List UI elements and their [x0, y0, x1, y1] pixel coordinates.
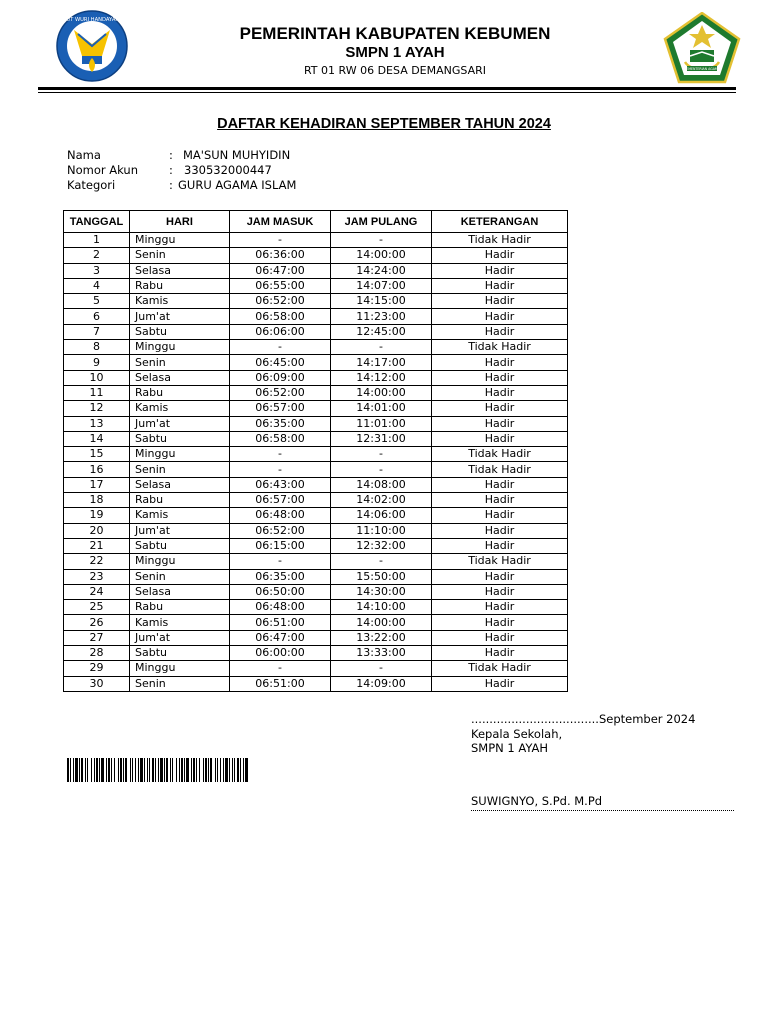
cell-tanggal: 13 [64, 416, 130, 431]
cell-hari: Senin [130, 248, 230, 263]
cell-jam-masuk: 06:58:00 [230, 431, 331, 446]
cell-hari: Rabu [130, 493, 230, 508]
cell-keterangan: Hadir [432, 309, 568, 324]
table-row [64, 661, 568, 676]
table-row [64, 324, 568, 339]
barcode-bar [81, 758, 83, 782]
cell-jam-pulang: 14:12:00 [331, 370, 432, 385]
cell-jam-pulang: - [331, 661, 432, 676]
cell-tanggal: 5 [64, 294, 130, 309]
cell-jam-masuk: - [230, 462, 331, 477]
barcode-bar [184, 758, 185, 782]
cell-jam-masuk: 06:00:00 [230, 646, 331, 661]
table-row [64, 401, 568, 416]
cell-hari: Rabu [130, 600, 230, 615]
barcode-bar [191, 758, 192, 782]
signature-rule [471, 810, 734, 811]
cell-jam-masuk: 06:48:00 [230, 508, 331, 523]
cell-hari: Selasa [130, 477, 230, 492]
cell-keterangan: Tidak Hadir [432, 340, 568, 355]
barcode-bar [85, 758, 86, 782]
table-row [64, 309, 568, 324]
header-jam-pulang: JAM PULANG [331, 211, 432, 233]
cell-jam-pulang: - [331, 233, 432, 248]
cell-jam-masuk: 06:35:00 [230, 416, 331, 431]
kategori-colon: : [169, 178, 173, 192]
cell-jam-pulang: 14:00:00 [331, 615, 432, 630]
cell-keterangan: Hadir [432, 630, 568, 645]
cell-keterangan: Hadir [432, 431, 568, 446]
table-row [64, 462, 568, 477]
cell-hari: Senin [130, 462, 230, 477]
table-row [64, 370, 568, 385]
table-row [64, 340, 568, 355]
cell-tanggal: 23 [64, 569, 130, 584]
cell-hari: Jum'at [130, 309, 230, 324]
cell-jam-masuk: 06:52:00 [230, 523, 331, 538]
barcode-bar [91, 758, 92, 782]
cell-tanggal: 16 [64, 462, 130, 477]
document-title: DAFTAR KEHADIRAN SEPTEMBER TAHUN 2024 [217, 116, 551, 132]
header-rule-thin [38, 92, 736, 93]
cell-tanggal: 11 [64, 385, 130, 400]
nama-value: MA'SUN MUHYIDIN [183, 148, 291, 162]
barcode-bar [199, 758, 200, 782]
barcode-bar [232, 758, 233, 782]
cell-jam-masuk: 06:06:00 [230, 324, 331, 339]
cell-jam-pulang: 14:15:00 [331, 294, 432, 309]
cell-hari: Jum'at [130, 416, 230, 431]
cell-keterangan: Hadir [432, 508, 568, 523]
barcode-bar [144, 758, 145, 782]
barcode-bar [181, 758, 183, 782]
cell-tanggal: 30 [64, 676, 130, 691]
barcode-bar [106, 758, 107, 782]
cell-keterangan: Hadir [432, 477, 568, 492]
barcode-bar [240, 758, 241, 782]
barcode-bar [176, 758, 177, 782]
cell-jam-pulang: 14:10:00 [331, 600, 432, 615]
cell-jam-pulang: 13:33:00 [331, 646, 432, 661]
barcode-bar [229, 758, 230, 782]
cell-hari: Senin [130, 355, 230, 370]
cell-hari: Sabtu [130, 431, 230, 446]
cell-jam-masuk: 06:09:00 [230, 370, 331, 385]
cell-tanggal: 29 [64, 661, 130, 676]
barcode-bar [67, 758, 69, 782]
cell-keterangan: Hadir [432, 416, 568, 431]
cell-jam-pulang: 15:50:00 [331, 569, 432, 584]
barcode-bar [70, 758, 71, 782]
cell-jam-masuk: 06:48:00 [230, 600, 331, 615]
cell-jam-pulang: 13:22:00 [331, 630, 432, 645]
barcode-bar [132, 758, 133, 782]
cell-keterangan: Tidak Hadir [432, 447, 568, 462]
barcode [67, 758, 249, 782]
table-row [64, 278, 568, 293]
cell-jam-masuk: 06:51:00 [230, 615, 331, 630]
svg-text:TUT WURI HANDAYANI: TUT WURI HANDAYANI [63, 17, 121, 23]
cell-tanggal: 24 [64, 584, 130, 599]
cell-keterangan: Hadir [432, 676, 568, 691]
cell-keterangan: Hadir [432, 493, 568, 508]
barcode-bar [96, 758, 98, 782]
barcode-bar [152, 758, 154, 782]
cell-jam-masuk: 06:57:00 [230, 493, 331, 508]
cell-hari: Sabtu [130, 324, 230, 339]
barcode-bar [140, 758, 143, 782]
header-address: RT 01 RW 06 DESA DEMANGSARI [303, 64, 487, 77]
cell-tanggal: 12 [64, 401, 130, 416]
cell-jam-masuk: - [230, 447, 331, 462]
cell-jam-pulang: 14:01:00 [331, 401, 432, 416]
cell-tanggal: 18 [64, 493, 130, 508]
cell-tanggal: 19 [64, 508, 130, 523]
cell-tanggal: 14 [64, 431, 130, 446]
cell-tanggal: 25 [64, 600, 130, 615]
kategori-value: GURU AGAMA ISLAM [178, 178, 297, 192]
kategori-label: Kategori [67, 178, 116, 192]
cell-tanggal: 27 [64, 630, 130, 645]
cell-jam-masuk: - [230, 661, 331, 676]
header-tanggal: TANGGAL [64, 211, 130, 233]
header-rule-thick [38, 87, 736, 90]
cell-tanggal: 4 [64, 278, 130, 293]
barcode-bar [158, 758, 159, 782]
barcode-bar [170, 758, 171, 782]
barcode-bar [94, 758, 95, 782]
cell-jam-masuk: 06:50:00 [230, 584, 331, 599]
cell-jam-pulang: 14:00:00 [331, 385, 432, 400]
barcode-bar [172, 758, 173, 782]
barcode-bar [123, 758, 124, 782]
cell-jam-masuk: - [230, 554, 331, 569]
cell-keterangan: Hadir [432, 355, 568, 370]
cell-tanggal: 26 [64, 615, 130, 630]
table-row [64, 523, 568, 538]
cell-jam-pulang: - [331, 462, 432, 477]
kemenag-logo [663, 12, 741, 84]
cell-hari: Jum'at [130, 523, 230, 538]
cell-keterangan: Hadir [432, 569, 568, 584]
cell-keterangan: Hadir [432, 370, 568, 385]
akun-value: 330532000447 [184, 163, 272, 177]
cell-jam-pulang: 14:30:00 [331, 584, 432, 599]
cell-hari: Kamis [130, 615, 230, 630]
cell-hari: Kamis [130, 294, 230, 309]
table-row [64, 431, 568, 446]
cell-jam-masuk: 06:47:00 [230, 263, 331, 278]
cell-tanggal: 15 [64, 447, 130, 462]
barcode-bar [196, 758, 197, 782]
cell-jam-masuk: - [230, 340, 331, 355]
cell-keterangan: Tidak Hadir [432, 661, 568, 676]
cell-jam-pulang: 11:01:00 [331, 416, 432, 431]
cell-keterangan: Hadir [432, 263, 568, 278]
cell-jam-masuk: 06:15:00 [230, 538, 331, 553]
cell-hari: Kamis [130, 508, 230, 523]
cell-hari: Jum'at [130, 630, 230, 645]
table-row [64, 538, 568, 553]
barcode-bar [164, 758, 165, 782]
barcode-bar [101, 758, 104, 782]
barcode-bar [120, 758, 122, 782]
barcode-bar [135, 758, 136, 782]
cell-jam-pulang: 14:07:00 [331, 278, 432, 293]
cell-hari: Minggu [130, 447, 230, 462]
header-jam-masuk: JAM MASUK [230, 211, 331, 233]
barcode-bar [87, 758, 88, 782]
cell-keterangan: Hadir [432, 324, 568, 339]
cell-keterangan: Hadir [432, 584, 568, 599]
barcode-bar [223, 758, 224, 782]
table-row [64, 233, 568, 248]
cell-hari: Minggu [130, 233, 230, 248]
barcode-bar [186, 758, 189, 782]
attendance-table [63, 210, 568, 692]
cell-tanggal: 8 [64, 340, 130, 355]
table-row [64, 554, 568, 569]
barcode-bar [130, 758, 131, 782]
barcode-bar [245, 758, 248, 782]
cell-keterangan: Hadir [432, 248, 568, 263]
cell-hari: Selasa [130, 584, 230, 599]
barcode-bar [234, 758, 235, 782]
cell-jam-pulang: 14:09:00 [331, 676, 432, 691]
barcode-bar [73, 758, 74, 782]
signature-role: Kepala Sekolah, SMPN 1 AYAH [471, 727, 563, 755]
signature-date: ...................................September 2024 [471, 712, 696, 726]
table-row [64, 263, 568, 278]
cell-hari: Minggu [130, 554, 230, 569]
cell-hari: Minggu [130, 661, 230, 676]
cell-keterangan: Tidak Hadir [432, 233, 568, 248]
cell-jam-pulang: 12:45:00 [331, 324, 432, 339]
svg-text:KEMENTERIAN AGAMA: KEMENTERIAN AGAMA [684, 67, 720, 71]
cell-jam-masuk: 06:36:00 [230, 248, 331, 263]
barcode-bar [205, 758, 207, 782]
akun-colon: : [169, 163, 173, 177]
cell-jam-masuk: 06:52:00 [230, 294, 331, 309]
barcode-bar [166, 758, 168, 782]
barcode-bar [111, 758, 112, 782]
cell-tanggal: 6 [64, 309, 130, 324]
barcode-bar [155, 758, 156, 782]
cell-jam-masuk: 06:35:00 [230, 569, 331, 584]
cell-tanggal: 10 [64, 370, 130, 385]
table-row [64, 294, 568, 309]
barcode-bar [237, 758, 239, 782]
cell-jam-masuk: 06:45:00 [230, 355, 331, 370]
nama-colon: : [169, 148, 173, 162]
cell-jam-masuk: 06:52:00 [230, 385, 331, 400]
barcode-bar [125, 758, 127, 782]
cell-jam-pulang: 14:02:00 [331, 493, 432, 508]
barcode-bar [217, 758, 218, 782]
cell-hari: Selasa [130, 263, 230, 278]
barcode-bar [210, 758, 212, 782]
cell-jam-pulang: 14:08:00 [331, 477, 432, 492]
table-row [64, 493, 568, 508]
cell-jam-pulang: 12:32:00 [331, 538, 432, 553]
table-row [64, 646, 568, 661]
akun-label: Nomor Akun [67, 163, 139, 177]
cell-keterangan: Hadir [432, 646, 568, 661]
cell-tanggal: 21 [64, 538, 130, 553]
barcode-bar [160, 758, 163, 782]
barcode-bar [179, 758, 180, 782]
table-row [64, 385, 568, 400]
cell-jam-pulang: 11:10:00 [331, 523, 432, 538]
cell-keterangan: Hadir [432, 538, 568, 553]
table-header-row [64, 211, 568, 233]
table-row [64, 569, 568, 584]
cell-hari: Senin [130, 569, 230, 584]
barcode-bar [118, 758, 119, 782]
barcode-bar [149, 758, 150, 782]
cell-jam-pulang: 11:23:00 [331, 309, 432, 324]
cell-jam-masuk: - [230, 233, 331, 248]
cell-jam-pulang: - [331, 447, 432, 462]
barcode-bar [215, 758, 216, 782]
barcode-bar [208, 758, 209, 782]
barcode-bar [147, 758, 148, 782]
cell-tanggal: 22 [64, 554, 130, 569]
cell-jam-pulang: 14:24:00 [331, 263, 432, 278]
cell-tanggal: 7 [64, 324, 130, 339]
cell-hari: Minggu [130, 340, 230, 355]
header-hari: HARI [130, 211, 230, 233]
table-row [64, 355, 568, 370]
cell-jam-pulang: 14:00:00 [331, 248, 432, 263]
table-row [64, 416, 568, 431]
tut-wuri-handayani-logo [52, 10, 132, 82]
cell-keterangan: Tidak Hadir [432, 554, 568, 569]
cell-jam-pulang: - [331, 554, 432, 569]
barcode-bar [193, 758, 195, 782]
cell-jam-masuk: 06:57:00 [230, 401, 331, 416]
barcode-bar [108, 758, 110, 782]
cell-hari: Rabu [130, 385, 230, 400]
header-keterangan: KETERANGAN [432, 211, 568, 233]
table-row [64, 600, 568, 615]
cell-jam-masuk: 06:51:00 [230, 676, 331, 691]
table-row [64, 508, 568, 523]
table-row [64, 584, 568, 599]
nama-label: Nama [67, 148, 101, 162]
cell-keterangan: Hadir [432, 615, 568, 630]
header-government: PEMERINTAH KABUPATEN KEBUMEN [239, 24, 551, 43]
cell-tanggal: 1 [64, 233, 130, 248]
table-row [64, 248, 568, 263]
table-row [64, 477, 568, 492]
cell-tanggal: 9 [64, 355, 130, 370]
cell-hari: Kamis [130, 401, 230, 416]
barcode-bar [79, 758, 80, 782]
cell-hari: Sabtu [130, 538, 230, 553]
cell-keterangan: Hadir [432, 523, 568, 538]
cell-jam-pulang: 14:17:00 [331, 355, 432, 370]
barcode-bar [203, 758, 204, 782]
cell-keterangan: Hadir [432, 385, 568, 400]
cell-tanggal: 2 [64, 248, 130, 263]
cell-keterangan: Hadir [432, 294, 568, 309]
signature-name: SUWIGNYO, S.Pd. M.Pd [471, 794, 603, 808]
cell-hari: Rabu [130, 278, 230, 293]
cell-keterangan: Tidak Hadir [432, 462, 568, 477]
cell-jam-pulang: - [331, 340, 432, 355]
cell-tanggal: 20 [64, 523, 130, 538]
barcode-bar [99, 758, 100, 782]
cell-jam-masuk: 06:47:00 [230, 630, 331, 645]
cell-hari: Senin [130, 676, 230, 691]
cell-jam-pulang: 12:31:00 [331, 431, 432, 446]
barcode-bar [225, 758, 228, 782]
table-row [64, 676, 568, 691]
barcode-bar [114, 758, 115, 782]
barcode-bar [220, 758, 221, 782]
cell-keterangan: Hadir [432, 278, 568, 293]
cell-hari: Selasa [130, 370, 230, 385]
cell-tanggal: 17 [64, 477, 130, 492]
table-row [64, 447, 568, 462]
cell-jam-pulang: 14:06:00 [331, 508, 432, 523]
cell-jam-masuk: 06:55:00 [230, 278, 331, 293]
table-row [64, 615, 568, 630]
cell-jam-masuk: 06:58:00 [230, 309, 331, 324]
cell-jam-masuk: 06:43:00 [230, 477, 331, 492]
cell-tanggal: 28 [64, 646, 130, 661]
cell-hari: Sabtu [130, 646, 230, 661]
header-school: SMPN 1 AYAH [345, 44, 445, 61]
cell-keterangan: Hadir [432, 401, 568, 416]
table-row [64, 630, 568, 645]
barcode-bar [75, 758, 78, 782]
barcode-bar [138, 758, 139, 782]
cell-tanggal: 3 [64, 263, 130, 278]
cell-keterangan: Hadir [432, 600, 568, 615]
barcode-bar [243, 758, 244, 782]
